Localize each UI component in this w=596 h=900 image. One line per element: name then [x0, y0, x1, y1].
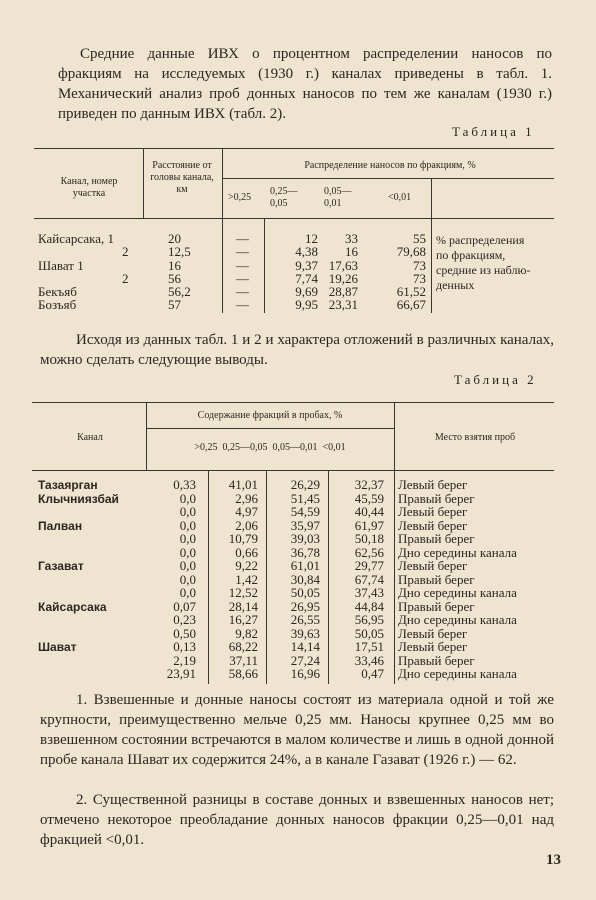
- table1-fraction-cell: 9,37: [295, 258, 318, 273]
- table2-fraction-cell: 0,07: [173, 598, 196, 614]
- table1-remark: % распределения: [436, 233, 525, 247]
- table1-divider: [264, 218, 265, 313]
- table2-fraction-cell: 54,59: [290, 504, 320, 519]
- conclusion-2: 2. Существенной разницы в составе донных и взвешенных наносов нет; отмечено некоторое преобладание донных наносов фракции 0,25—0,01 над фракцией <0,01.: [40, 792, 554, 848]
- table2-channel-cell: Кайсарсака: [38, 599, 107, 614]
- table1-fraction-cell: 9,95: [295, 297, 318, 312]
- table1-channel-cell: 2: [122, 271, 129, 286]
- table2-fraction-cell: 39,03: [290, 531, 320, 546]
- table2-fraction-cell: 27,24: [290, 652, 320, 668]
- table2-fraction-cell: 61,01: [290, 558, 320, 573]
- table1-fraction-cell: 16: [345, 244, 358, 259]
- table1-divider: [431, 178, 432, 313]
- table1-fraction-cell: 61,52: [396, 284, 426, 299]
- table2-fraction-cell: 14,14: [290, 639, 320, 654]
- table1-distance-cell: 57: [168, 297, 181, 312]
- table1-fraction-header: 0,25—0,05: [270, 186, 298, 209]
- table2-fraction-cell: 4,97: [235, 504, 258, 519]
- table1-fraction-cell: 12: [305, 231, 318, 246]
- table2-place-cell: Правый берег: [398, 490, 475, 506]
- table2-fraction-cell: 17,51: [354, 639, 384, 654]
- table1-remark: по фракциям,: [436, 248, 506, 262]
- table2-place-cell: Дно середины канала: [398, 544, 517, 560]
- table1-channel-cell: 2: [122, 244, 129, 259]
- table2-place-cell: Левый берег: [398, 639, 468, 654]
- table2-divider: [146, 402, 147, 470]
- table2-fraction-cell: 0,0: [179, 490, 196, 506]
- table1-fraction-cell: 9,69: [295, 284, 318, 299]
- table1-fraction-cell: 17,63: [328, 258, 358, 273]
- table2-fraction-cell: 10,79: [228, 531, 258, 546]
- table1-top-rule: [34, 148, 554, 149]
- table2-fraction-cell: 29,77: [354, 558, 384, 573]
- table2-fraction-cell: 9,22: [235, 558, 258, 573]
- table2-fraction-cell: 0,23: [173, 612, 196, 627]
- table2-fraction-cell: 50,18: [354, 531, 384, 546]
- table2-fraction-cell: 51,45: [290, 490, 320, 506]
- table1-header-rule: [34, 218, 554, 219]
- table2-fraction-cell: 44,84: [354, 598, 384, 614]
- table2-header-place: Место взятия проб: [434, 432, 516, 443]
- table2-fraction-cell: 45,59: [354, 490, 384, 506]
- table2-fractions-header: >0,25 0,25—0,05 0,05—0,01 <0,01: [194, 442, 346, 453]
- table2-fraction-cell: 0,0: [179, 531, 196, 546]
- table2-header-channel: Канал: [77, 432, 103, 443]
- table2-divider: [208, 470, 209, 684]
- table2-fraction-cell: 56,95: [354, 612, 384, 627]
- table1-distance-cell: 56,2: [168, 284, 191, 299]
- table2-place-cell: Левый берег: [398, 504, 468, 519]
- table2-header-content: Содержание фракций в пробах, %: [197, 410, 343, 421]
- table1-fraction-cell: 73: [413, 271, 426, 286]
- table2-fraction-cell: 0,33: [173, 477, 196, 492]
- table2-fraction-cell: 0,66: [235, 544, 258, 560]
- table2-channel-cell: Газават: [38, 559, 84, 573]
- table2-fraction-cell: 61,97: [354, 517, 384, 533]
- table1-header-distribution: Распределение наносов по фракциям, %: [304, 160, 476, 171]
- table1-remark: средние из наблю-: [436, 263, 531, 277]
- table2-place-cell: Правый берег: [398, 598, 475, 614]
- table1-fraction-cell: 55: [413, 231, 426, 246]
- table1-fraction-cell: —: [236, 297, 249, 312]
- table2-caption: Таблица 2: [454, 372, 537, 387]
- table1-caption: Таблица 1: [452, 124, 535, 139]
- table2-place-cell: Дно середины канала: [398, 666, 517, 681]
- table2-place-cell: Правый берег: [398, 571, 475, 587]
- table2-place-cell: Левый берег: [398, 625, 468, 641]
- table2-fraction-cell: 0,0: [179, 585, 196, 600]
- table2-top-rule: [32, 402, 554, 403]
- table1-channel-cell: Бекъяб: [38, 284, 77, 299]
- table2-fraction-cell: 30,84: [290, 571, 320, 587]
- page-number: 13: [546, 852, 561, 868]
- table2-fraction-cell: 39,63: [290, 625, 320, 641]
- table2-fraction-cell: 12,52: [228, 585, 258, 600]
- table1-fraction-cell: 28,87: [328, 284, 358, 299]
- table2-fraction-cell: 67,74: [354, 571, 384, 587]
- table2-fraction-cell: 26,55: [290, 612, 320, 627]
- table1-fraction-header: >0,25: [228, 192, 252, 203]
- table2-fraction-cell: 32,37: [354, 477, 384, 492]
- table2-fraction-cell: 41,01: [228, 477, 258, 492]
- table2-fraction-cell: 36,78: [290, 544, 320, 560]
- table1-distance-cell: 20: [168, 231, 181, 246]
- between-paragraph: Исходя из данных табл. 1 и 2 и характера отложений в различных каналах, можно сделать следующие выводы.: [40, 332, 554, 368]
- conclusion-1: 1. Взвешенные и донные наносы состоят из материала одной и той же крупности, преимущественно мельче 0,25 мм. Наносы крупнее 0,25 мм во взвешенном состоянии встречаются в малом количестве и лишь в одной донной пробе канала Шават их содержится 24%, а в канале Газават (1926 г.) — 62.: [40, 692, 554, 768]
- table2-place-cell: Правый берег: [398, 652, 475, 668]
- table2-fraction-cell: 62,56: [354, 544, 384, 560]
- table1-distance-cell: 56: [168, 271, 181, 286]
- table2-fraction-cell: 0,0: [179, 558, 196, 573]
- table2-channel-cell: Шават: [38, 640, 77, 654]
- table1-header-distance: Расстояние от головы канала, км: [150, 160, 214, 195]
- table2-channel-cell: Тазаярган: [38, 478, 98, 492]
- table2-fraction-cell: 37,11: [229, 652, 258, 668]
- table1-fraction-cell: 23,31: [328, 297, 358, 312]
- table2-sub-rule: [146, 428, 394, 429]
- table2-fraction-cell: 16,27: [228, 612, 258, 627]
- table2-fraction-cell: 2,19: [173, 652, 196, 668]
- table1-fraction-cell: 4,38: [295, 244, 318, 259]
- table2-fraction-cell: 1,42: [235, 571, 258, 587]
- table1-remark: денных: [436, 278, 475, 292]
- table2-fraction-cell: 26,95: [290, 598, 320, 614]
- table2-fraction-cell: 0,47: [361, 666, 384, 681]
- table2-fraction-cell: 0,13: [173, 639, 196, 654]
- table2-fraction-cell: 33,46: [354, 652, 384, 668]
- table2-channel-cell: Палван: [38, 518, 83, 533]
- table2-place-cell: Дно середины канала: [398, 612, 517, 627]
- table1-distance-cell: 12,5: [168, 244, 191, 259]
- table1-fraction-cell: —: [236, 258, 249, 273]
- table2-fraction-cell: 68,22: [228, 639, 258, 654]
- table1-sub-rule: [222, 178, 554, 179]
- table2-divider: [328, 470, 329, 684]
- table2-fraction-cell: 9,82: [235, 625, 258, 641]
- table1-fraction-cell: —: [236, 244, 249, 259]
- table1-fraction-cell: —: [236, 284, 249, 299]
- table1-fraction-cell: 66,67: [396, 297, 426, 312]
- table1-fraction-cell: 33: [345, 231, 358, 246]
- table2-fraction-cell: 23,91: [166, 666, 196, 681]
- table2-fraction-cell: 0,50: [173, 625, 196, 641]
- table1-header-channel: Канал, номер участка: [60, 176, 118, 199]
- table1-fraction-header: 0,05—0,01: [324, 186, 352, 209]
- table2-fraction-cell: 2,96: [235, 490, 258, 506]
- table2-fraction-cell: 0,0: [179, 544, 196, 560]
- table1-fraction-cell: 73: [413, 258, 426, 273]
- table1-channel-cell: Кайсарсака, 1: [38, 231, 115, 246]
- table1-channel-cell: Шават 1: [38, 258, 84, 273]
- table2-fraction-cell: 28,14: [228, 598, 258, 614]
- table1-divider: [143, 148, 144, 218]
- table1-channel-cell: Бозъяб: [38, 297, 77, 312]
- table2-place-cell: Дно середины канала: [398, 585, 517, 600]
- table2-fraction-cell: 37,43: [354, 585, 384, 600]
- table2-fraction-cell: 26,29: [290, 477, 320, 492]
- table1-divider: [222, 148, 223, 313]
- table2-divider: [266, 470, 267, 684]
- table2-place-cell: Левый берег: [398, 558, 468, 573]
- table2-fraction-cell: 2,06: [235, 517, 258, 533]
- table2-place-cell: Правый берег: [398, 531, 475, 546]
- table2-fraction-cell: 35,97: [290, 517, 320, 533]
- table2-fraction-cell: 40,44: [354, 504, 384, 519]
- intro-paragraph: Средние данные ИВХ о процентном распределении наносов по фракциям на исследуемых (1930 г.) каналах приведены в табл. 1. Механический анализ проб донных наносов по тем же каналам (1930 г.) приведен по данным ИВХ (табл. 2).: [58, 46, 552, 122]
- table2-fraction-cell: 0,0: [179, 504, 196, 519]
- table2-fraction-cell: 0,0: [179, 517, 196, 533]
- table1-distance-cell: 16: [168, 258, 181, 273]
- table1-fraction-cell: —: [236, 271, 249, 286]
- table2-fraction-cell: 58,66: [228, 666, 258, 681]
- table1-fraction-header: <0,01: [388, 192, 412, 203]
- table2-divider: [394, 402, 395, 684]
- table2-header-rule: [32, 470, 554, 471]
- table1-fraction-cell: 19,26: [328, 271, 358, 286]
- table2-fraction-cell: 0,0: [179, 571, 196, 587]
- table2-place-cell: Левый берег: [398, 477, 468, 492]
- table2-fraction-cell: 50,05: [290, 585, 320, 600]
- table2-fraction-cell: 16,96: [290, 666, 320, 681]
- table2-channel-cell: Клычниязбай: [38, 491, 119, 506]
- table1-fraction-cell: —: [236, 231, 249, 246]
- table2-place-cell: Левый берег: [398, 517, 468, 533]
- table1-fraction-cell: 7,74: [295, 271, 318, 286]
- table1-fraction-cell: 79,68: [396, 244, 426, 259]
- table2-fraction-cell: 50,05: [354, 625, 384, 641]
